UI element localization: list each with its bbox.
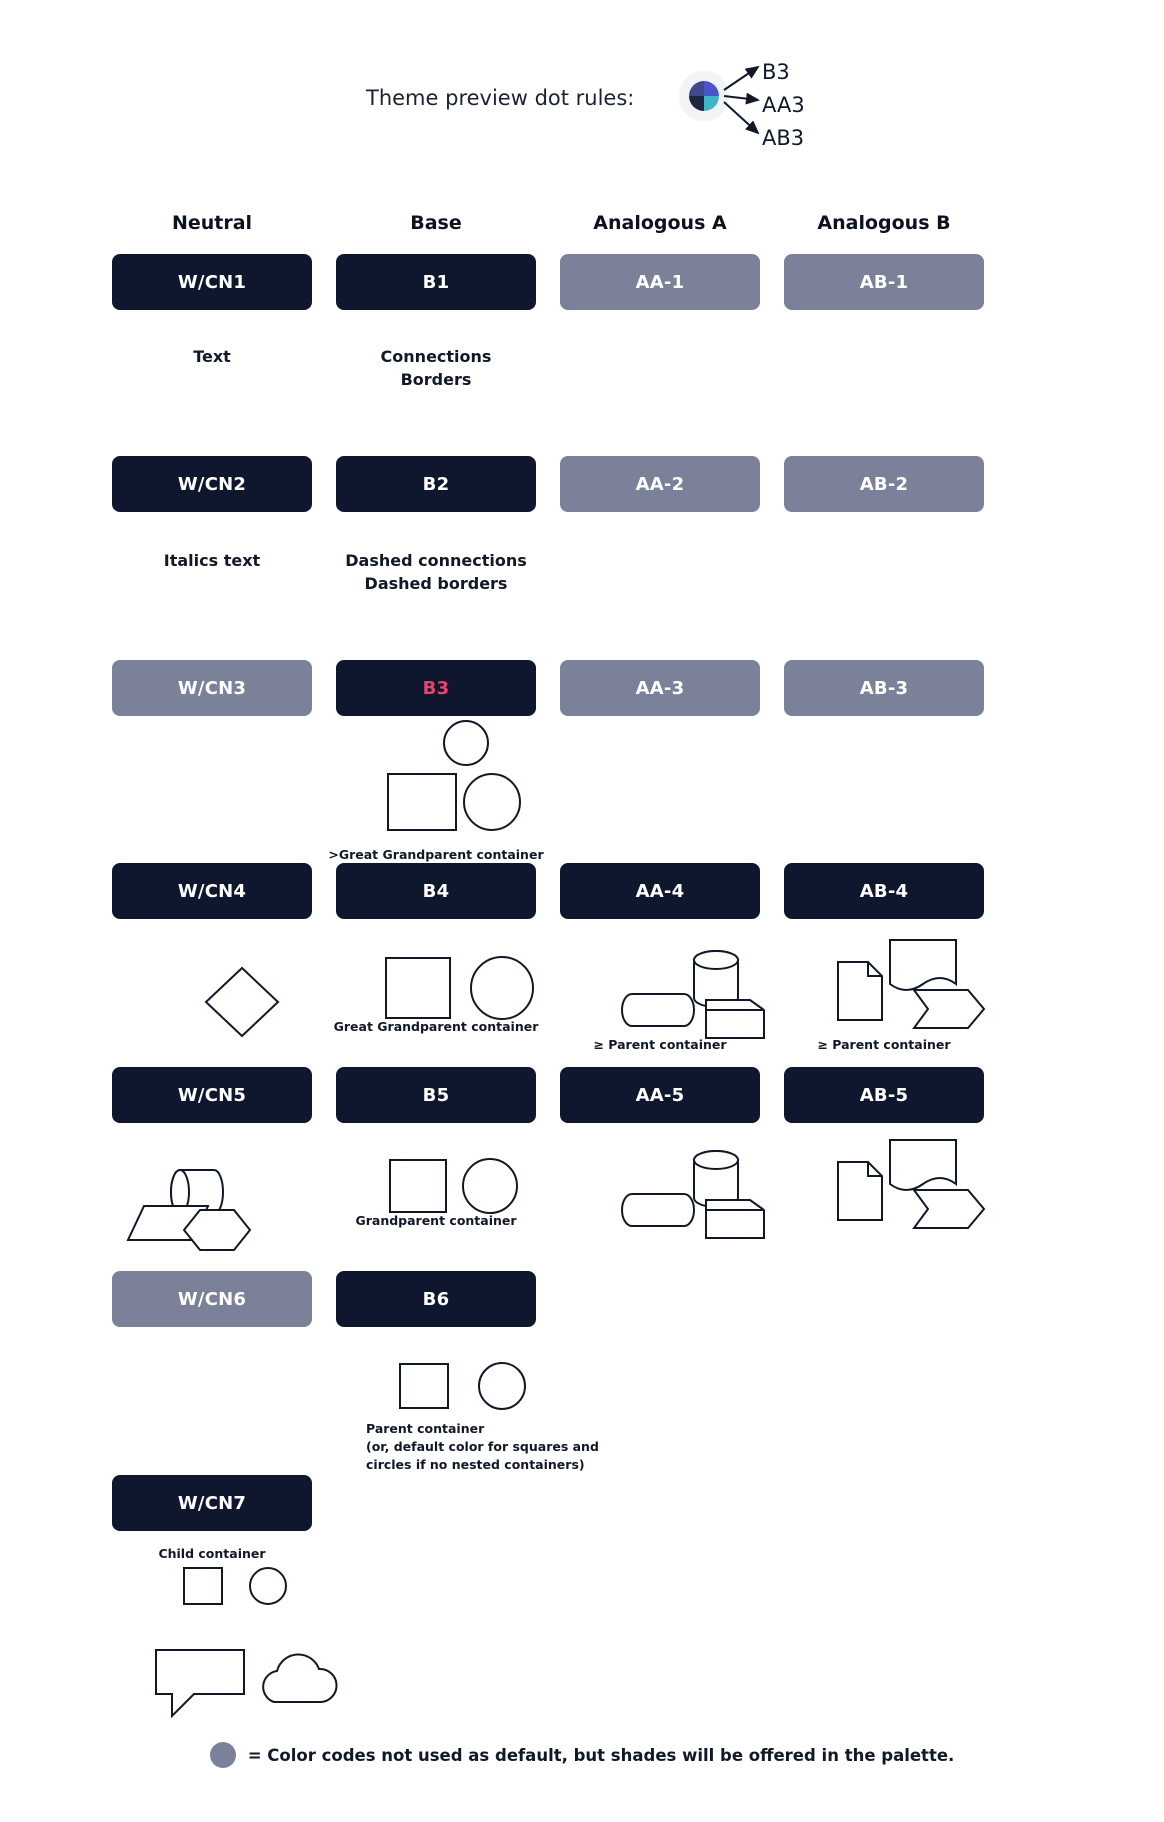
shape-group-base-3	[380, 720, 560, 840]
footer-legend-note	[0, 1742, 1164, 1768]
swatch-wcn3[interactable]: W/CN3	[112, 660, 312, 716]
swatch-b6[interactable]: B6	[336, 1271, 536, 1327]
shape-group-aa-5	[620, 1144, 810, 1234]
swatch-ab-3[interactable]: AB-3	[784, 660, 984, 716]
quadrant-pie-dot-icon	[689, 81, 719, 111]
pie-quadrant-4	[704, 96, 719, 111]
swatch-wcn2[interactable]: W/CN2	[112, 456, 312, 512]
swatch-ab-2[interactable]: AB-2	[784, 456, 984, 512]
swatch-wcn6[interactable]: W/CN6	[112, 1271, 312, 1327]
shape-group-misc	[150, 1642, 350, 1722]
column-header-analogous-a: Analogous A	[593, 212, 727, 234]
caption-base-6: Parent container (or, default color for squares and circles if no nested containers)	[366, 1421, 599, 1473]
swatch-wcn5[interactable]: W/CN5	[112, 1067, 312, 1123]
caption-base-1: Connections Borders	[380, 347, 492, 390]
swatch-aa-4[interactable]: AA-4	[560, 863, 760, 919]
column-header-analogous-b: Analogous B	[817, 212, 951, 234]
caption-ab-4: ≥ Parent container	[817, 1037, 951, 1052]
caption-base-3: >Great Grandparent container	[328, 847, 544, 862]
theme-preview-legend	[0, 60, 1164, 170]
shape-group-aa-4	[620, 944, 810, 1034]
shape-group-ab-4	[828, 934, 1018, 1034]
caption-base-5: Grandparent container	[355, 1213, 517, 1228]
caption-base-4: Great Grandparent container	[333, 1019, 539, 1034]
shape-group-neutral-5	[124, 1148, 314, 1248]
swatch-b3[interactable]: B3	[336, 660, 536, 716]
column-header-base: Base	[410, 212, 462, 234]
swatch-aa-1[interactable]: AA-1	[560, 254, 760, 310]
swatch-b1[interactable]: B1	[336, 254, 536, 310]
swatch-b2[interactable]: B2	[336, 456, 536, 512]
shape-group-base-6	[396, 1358, 536, 1420]
swatch-ab-5[interactable]: AB-5	[784, 1067, 984, 1123]
caption-neutral-2: Italics text	[163, 551, 261, 570]
swatch-b5[interactable]: B5	[336, 1067, 536, 1123]
footer-legend-text: = Color codes not used as default, but shades will be offered in the palette.	[247, 1745, 955, 1765]
swatch-aa-2[interactable]: AA-2	[560, 456, 760, 512]
swatch-ab-4[interactable]: AB-4	[784, 863, 984, 919]
swatch-aa-5[interactable]: AA-5	[560, 1067, 760, 1123]
column-header-neutral: Neutral	[171, 212, 253, 234]
shape-group-neutral-7	[180, 1562, 300, 1612]
legend-label-ab3: AB3	[762, 126, 805, 150]
shape-group-neutral-4	[200, 962, 290, 1042]
legend-title: Theme preview dot rules:	[366, 86, 635, 110]
caption-aa-4: ≥ Parent container	[593, 1037, 727, 1052]
legend-label-b3: B3	[762, 60, 790, 84]
swatch-wcn7[interactable]: W/CN7	[112, 1475, 312, 1531]
swatch-wcn4[interactable]: W/CN4	[112, 863, 312, 919]
legend-dot-icon	[210, 1742, 236, 1768]
pie-quadrant-3	[689, 96, 704, 111]
caption-neutral-7: Child container	[158, 1546, 266, 1561]
legend-label-aa3: AA3	[762, 93, 805, 117]
caption-base-2: Dashed connections Dashed borders	[345, 551, 527, 594]
caption-neutral-1: Text	[193, 347, 231, 366]
swatch-b4[interactable]: B4	[336, 863, 536, 919]
swatch-ab-1[interactable]: AB-1	[784, 254, 984, 310]
shape-group-ab-5	[828, 1134, 1018, 1234]
swatch-wcn1[interactable]: W/CN1	[112, 254, 312, 310]
pie-quadrant-2	[704, 81, 719, 96]
pie-quadrant-1	[689, 81, 704, 96]
swatch-aa-3[interactable]: AA-3	[560, 660, 760, 716]
